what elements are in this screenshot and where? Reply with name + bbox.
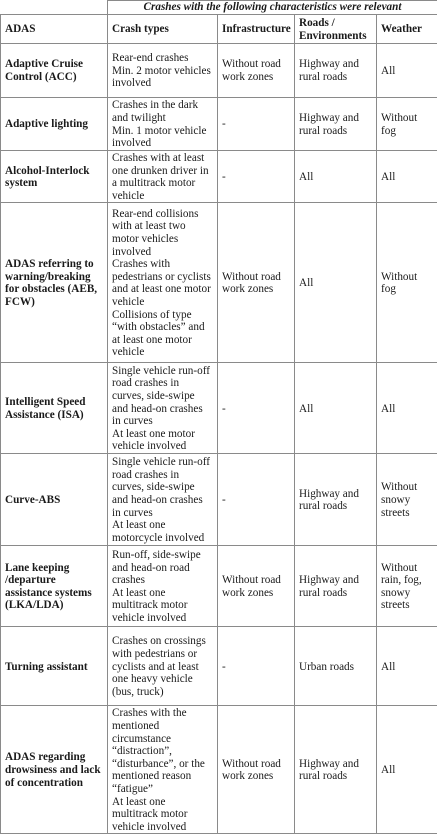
infrastructure-cell: - — [218, 454, 295, 546]
roads-cell: Highway and rural roads — [295, 546, 377, 627]
crash-types-cell — [108, 44, 218, 98]
crash-type-line: Min. 1 motor vehicle involved — [112, 125, 213, 150]
crash-types-cell — [108, 203, 218, 363]
table-row — [1, 546, 437, 627]
weather-cell: Without snowy streets — [377, 454, 437, 546]
table-row — [1, 98, 437, 151]
adas-name-cell: Lane keeping /departure assistance systems (LKA/LDA) — [1, 546, 108, 627]
crash-type-line: Crashes with the mentioned circumstance “distraction”, “disturbance”, or the mentioned reason “fatigue” — [112, 707, 213, 795]
header-weather: Weather — [377, 15, 437, 44]
crash-type-line: At least one multitrack motor vehicle involved — [112, 587, 213, 625]
weather-cell: Without fog — [377, 203, 437, 363]
crash-types-cell — [108, 363, 218, 454]
roads-cell: Urban roads — [295, 627, 377, 706]
table-caption: Crashes with the following characteristics were relevant — [108, 1, 437, 15]
table-row — [1, 454, 437, 546]
weather-cell: All — [377, 151, 437, 203]
table-row — [1, 44, 437, 98]
infrastructure-cell: - — [218, 363, 295, 454]
weather-cell: All — [377, 44, 437, 98]
infrastructure-cell: Without road work zones — [218, 706, 295, 834]
caption-row — [1, 1, 437, 15]
crash-type-line: Single vehicle run-off road crashes in curves, side-swipe and head-on crashes in curves — [112, 365, 213, 428]
adas-name-cell: Intelligent Speed Assistance (ISA) — [1, 363, 108, 454]
infrastructure-cell: Without road work zones — [218, 546, 295, 627]
infrastructure-cell: - — [218, 151, 295, 203]
crash-type-line: Min. 2 motor vehicles involved — [112, 65, 213, 90]
crash-types-cell — [108, 151, 218, 203]
adas-name-cell: Curve-ABS — [1, 454, 108, 546]
adas-name-cell: Alcohol-Interlock system — [1, 151, 108, 203]
roads-cell: Highway and rural roads — [295, 98, 377, 151]
crash-type-line: Rear-end collisions with at least two motor vehicles involved — [112, 208, 213, 258]
adas-name-cell: ADAS referring to warning/breaking for obstacles (AEB, FCW) — [1, 203, 108, 363]
adas-name-cell: Adaptive Cruise Control (ACC) — [1, 44, 108, 98]
roads-cell: Highway and rural roads — [295, 44, 377, 98]
weather-cell: Without rain, fog, snowy streets — [377, 546, 437, 627]
crash-type-line: At least one motorcycle involved — [112, 519, 213, 544]
infrastructure-cell: Without road work zones — [218, 44, 295, 98]
roads-cell: Highway and rural roads — [295, 454, 377, 546]
crash-types-cell — [108, 706, 218, 834]
crash-type-line: Single vehicle run-off road crashes in curves, side-swipe and head-on crashes in curves — [112, 456, 213, 519]
crash-type-line: Run-off, side-swipe and head-on road crashes — [112, 549, 213, 587]
roads-cell: All — [295, 203, 377, 363]
header-roads-environments: Roads / Environments — [295, 15, 377, 44]
weather-cell: All — [377, 363, 437, 454]
crash-types-cell — [108, 627, 218, 706]
header-adas: ADAS — [1, 15, 108, 44]
table-row — [1, 706, 437, 834]
crash-type-line: At least one multitrack motor vehicle involved — [112, 796, 213, 834]
table-row — [1, 627, 437, 706]
crash-types-cell — [108, 546, 218, 627]
weather-cell: All — [377, 627, 437, 706]
crash-type-line: Rear-end crashes — [112, 52, 213, 65]
header-infrastructure: Infrastructure — [218, 15, 295, 44]
infrastructure-cell: - — [218, 98, 295, 151]
crash-type-line: Collisions of type “with obstacles” and at least one motor vehicle — [112, 309, 213, 359]
crash-type-line: At least one motor vehicle involved — [112, 428, 213, 453]
table-row — [1, 203, 437, 363]
table-row — [1, 151, 437, 203]
crash-type-line: Crashes with pedestrians or cyclists and at least one motor vehicle — [112, 258, 213, 308]
crash-type-line: Crashes with at least one drunken driver in a multitrack motor vehicle — [112, 152, 213, 202]
header-crash-types: Crash types — [108, 15, 218, 44]
infrastructure-cell: Without road work zones — [218, 203, 295, 363]
weather-cell: All — [377, 706, 437, 834]
crash-types-cell — [108, 98, 218, 151]
table-row — [1, 363, 437, 454]
adas-name-cell: ADAS regarding drowsiness and lack of concentration — [1, 706, 108, 834]
crash-type-line: Crashes on crossings with pedestrians or cyclists and at least one heavy vehicle (bus, truck) — [112, 635, 213, 698]
header-row — [1, 15, 437, 44]
blank-corner-cell — [1, 1, 108, 15]
roads-cell: Highway and rural roads — [295, 706, 377, 834]
infrastructure-cell: - — [218, 627, 295, 706]
weather-cell: Without fog — [377, 98, 437, 151]
roads-cell: All — [295, 363, 377, 454]
roads-cell: All — [295, 151, 377, 203]
crash-type-line: Crashes in the dark and twilight — [112, 99, 213, 124]
adas-name-cell: Adaptive lighting — [1, 98, 108, 151]
adas-name-cell: Turning assistant — [1, 627, 108, 706]
crash-types-cell — [108, 454, 218, 546]
